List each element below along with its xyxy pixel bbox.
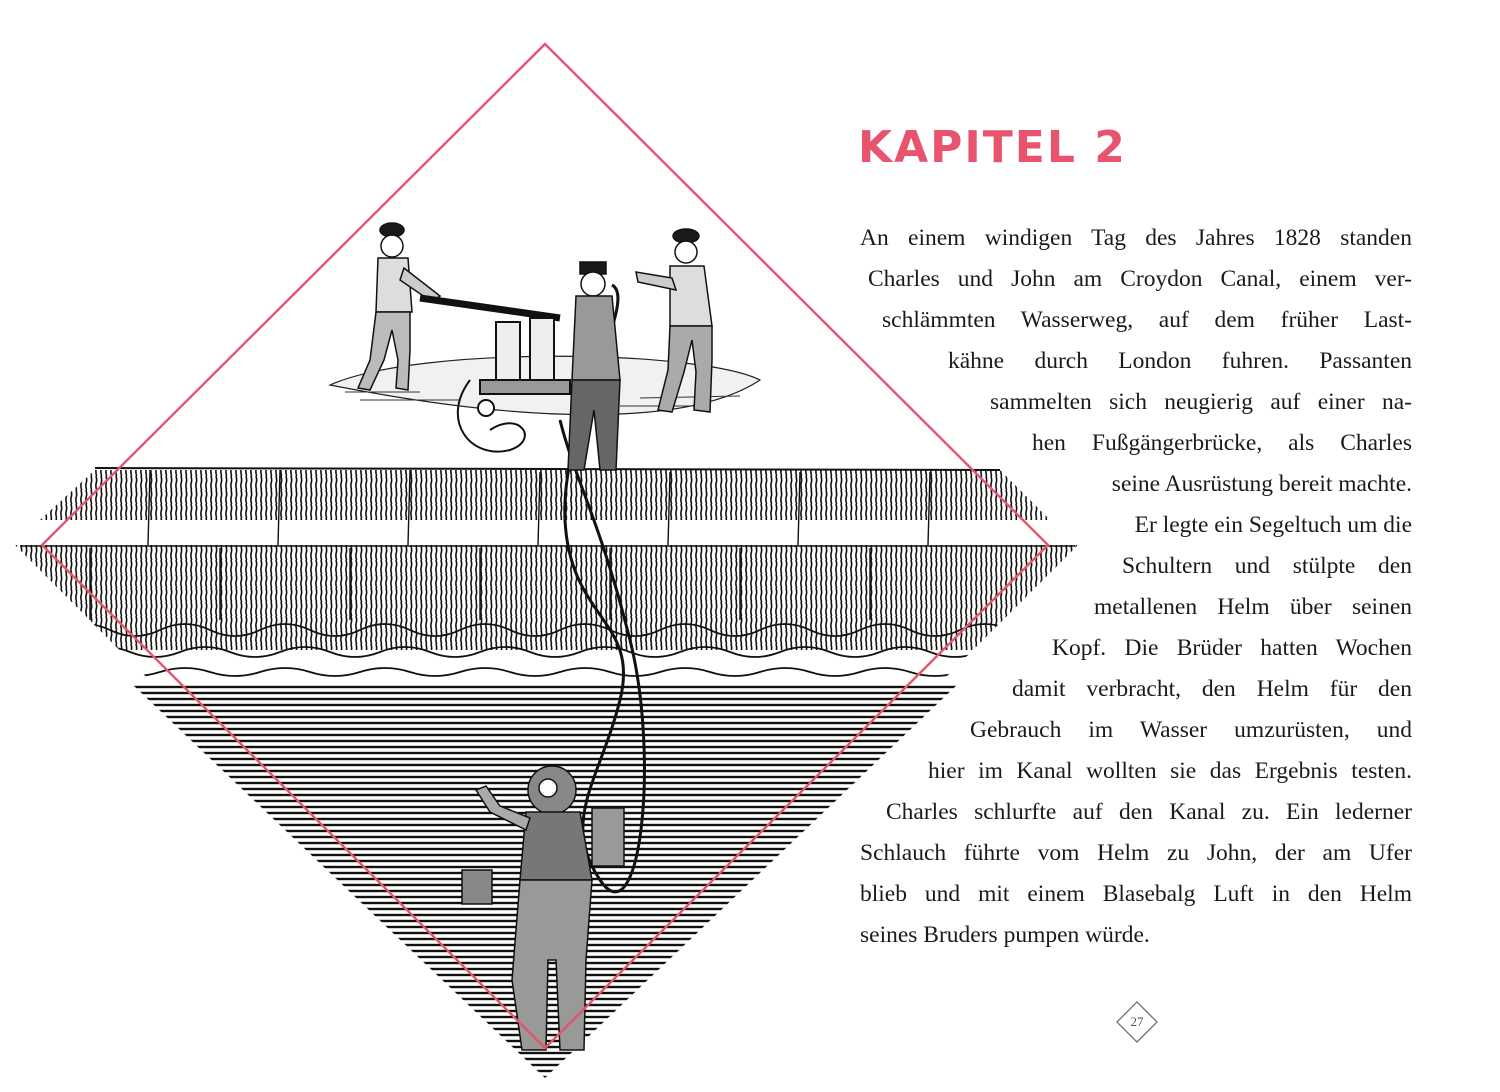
pump-handle-bar (420, 298, 560, 318)
text-line: Charles und John am Croydon Canal, einem ver- (868, 266, 1412, 292)
page-number: 27 (1130, 1014, 1144, 1029)
text-line: An einem windigen Tag des Jahres 1828 standen (860, 225, 1412, 251)
text-line: Charles schlurfte auf den Kanal zu. Ein lederner (886, 799, 1412, 825)
text-line: Kopf. Die Brüder hatten Wochen (1052, 635, 1412, 661)
text-line: schlämmten Wasserweg, auf dem früher Last- (882, 307, 1412, 333)
text-line: seines Bruders pumpen würde. (860, 922, 1150, 948)
text-line: Gebrauch im Wasser umzurüsten, und (970, 717, 1412, 743)
text-line: kähne durch London fuhren. Passanten (948, 348, 1412, 374)
text-line: metallenen Helm über seinen (1094, 594, 1412, 620)
text-line: Schlauch führte vom Helm zu John, der am Ufer (860, 840, 1412, 866)
text-line: hen Fußgängerbrücke, als Charles (1032, 430, 1412, 456)
text-line: Schultern und stülpte den (1122, 553, 1412, 579)
text-line: Er legte ein Segeltuch um die (1134, 512, 1412, 538)
text-line: seine Ausrüstung bereit machte. (1111, 471, 1412, 497)
text-line: blieb und mit einem Blasebalg Luft in den Helm (860, 881, 1412, 907)
chapter-heading: KAPITEL 2 (858, 122, 1127, 173)
text-line: sammelten sich neugierig auf einer na- (990, 389, 1412, 415)
text-line: hier im Kanal wollten sie das Ergebnis testen. (928, 758, 1412, 784)
text-line: damit verbracht, den Helm für den (1012, 676, 1412, 702)
body-text (860, 218, 1412, 956)
page-number-badge (1115, 1000, 1159, 1044)
worker-center-figure (568, 262, 620, 470)
